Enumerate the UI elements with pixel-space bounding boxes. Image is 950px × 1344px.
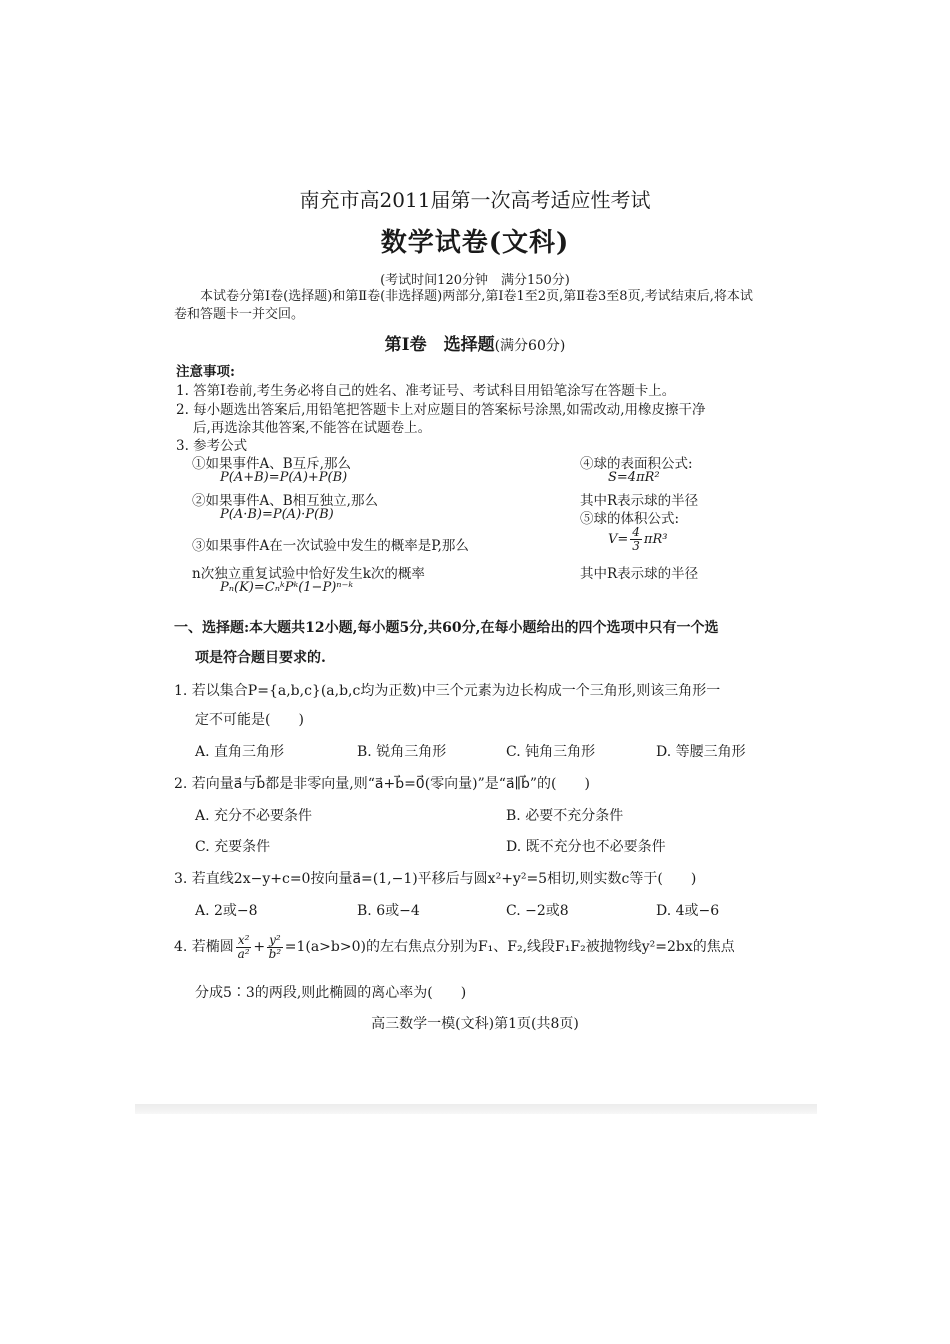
q2-option-d: D. 既不充分也不必要条件 [506, 839, 666, 855]
section1-heading [0, 330, 950, 355]
formula-5-den: 3 [632, 539, 640, 553]
formula-2-text: ②如果事件A、B相互独立,那么 [192, 493, 378, 509]
q1-stem-b: 定不可能是( ) [195, 712, 304, 728]
q3-option-c: C. −2或8 [506, 903, 569, 919]
section1-score: (满分60分) [494, 338, 566, 354]
formula-5-note: 其中R表示球的半径 [580, 566, 699, 582]
q4-stem-pre: 4. 若椭圆 [174, 939, 234, 955]
q1-stem-a: 1. 若以集合P={a,b,c}(a,b,c均为正数)中三个元素为边长构成一个三角形,则该三角形一 [174, 683, 721, 699]
exam-time-note: (考试时间120分钟 满分150分) [380, 273, 570, 288]
q4-stem [174, 932, 735, 962]
formula-5-eq [608, 526, 667, 553]
formula-5-text: ⑤球的体积公式: [580, 511, 680, 527]
q4-plus: + [253, 939, 266, 955]
q3-stem: 3. 若直线2x−y+c=0按向量a⃗=(1,−1)平移后与圆x²+y²=5相切,则实数c等于( ) [174, 871, 697, 887]
q3-option-d: D. 4或−6 [656, 903, 720, 919]
note-item-2a: 2. 每小题选出答案后,用铅笔把答题卡上对应题目的答案标号涂黑,如需改动,用橡皮擦干净 [176, 402, 706, 418]
page-footer: 高三数学一模(文科)第1页(共8页) [371, 1016, 579, 1032]
section1-title: 第Ⅰ卷 选择题 [384, 335, 495, 355]
formula-3-text: ③如果事件A在一次试验中发生的概率是P,那么 [192, 538, 469, 554]
formula-2-eq: P(A·B)=P(A)·P(B) [220, 507, 334, 522]
formula-5-num: 4 [632, 525, 640, 539]
scan-edge [135, 1104, 817, 1114]
note-item-2b: 后,再选涂其他答案,不能答在试题卷上。 [193, 420, 432, 436]
q3-option-b: B. 6或−4 [357, 903, 420, 919]
q4-y-fraction [267, 934, 283, 961]
q3-option-a: A. 2或−8 [195, 903, 258, 919]
note-item-1: 1. 答第Ⅰ卷前,考生务必将自己的姓名、准考证号、考试科目用铅笔涂写在答题卡上。 [176, 383, 676, 399]
formula-5-lhs: V= [608, 532, 629, 547]
part1-heading-b: 项是符合题目要求的. [195, 650, 326, 666]
q1-option-b: B. 锐角三角形 [357, 744, 447, 760]
formula-1-text: ①如果事件A、B互斥,那么 [192, 456, 351, 472]
q4-x-num: x² [237, 932, 250, 947]
q2-option-a: A. 充分不必要条件 [195, 808, 313, 824]
exam-title: 南充市高2011届第一次高考适应性考试 [299, 188, 651, 212]
formula-5-fraction [630, 526, 642, 553]
formula-4-note: 其中R表示球的半径 [580, 493, 699, 509]
formula-1-eq: P(A+B)=P(A)+P(B) [220, 470, 348, 485]
notes-title: 注意事项: [176, 364, 235, 380]
formula-4-text: ④球的表面积公式: [580, 456, 693, 472]
q4-stem-b: 分成5∶3的两段,则此椭圆的离心率为( ) [195, 985, 467, 1001]
formula-5-rhs: πR³ [643, 532, 668, 547]
q2-option-b: B. 必要不充分条件 [506, 808, 624, 824]
part1-heading-a: 一、选择题:本大题共12小题,每小题5分,共60分,在每小题给出的四个选项中只有一个选 [174, 620, 719, 636]
q1-option-d: D. 等腰三角形 [656, 744, 746, 760]
formula-3-text-b: n次独立重复试验中恰好发生k次的概率 [192, 566, 425, 582]
q1-option-c: C. 钝角三角形 [506, 744, 596, 760]
q4-x-fraction [236, 934, 252, 961]
q2-option-c: C. 充要条件 [195, 839, 271, 855]
q4-x-den: a² [237, 946, 250, 961]
q1-option-a: A. 直角三角形 [195, 744, 285, 760]
q4-y-den: b² [268, 946, 282, 961]
q4-stem-post: =1(a>b>0)的左右焦点分别为F₁、F₂,线段F₁F₂被抛物线y²=2bx的焦点 [284, 939, 735, 955]
formula-4-eq: S=4πR² [608, 470, 660, 485]
q4-y-num: y² [269, 932, 281, 947]
note-item-3: 3. 参考公式 [176, 438, 248, 454]
exam-intro: 本试卷分第Ⅰ卷(选择题)和第Ⅱ卷(非选择题)两部分,第Ⅰ卷1至2页,第Ⅱ卷3至8页,考试结束后,将本试卷和答题卡一并交回。 [174, 289, 753, 322]
formula-3-eq: Pₙ(K)=CₙᵏPᵏ(1−P)ⁿ⁻ᵏ [220, 580, 354, 595]
exam-subtitle: 数学试卷(文科) [380, 228, 570, 258]
q2-stem: 2. 若向量a⃗与b⃗都是非零向量,则“a⃗+b⃗=0⃗(零向量)”是“a⃗∥b⃗”的( ) [174, 776, 590, 792]
